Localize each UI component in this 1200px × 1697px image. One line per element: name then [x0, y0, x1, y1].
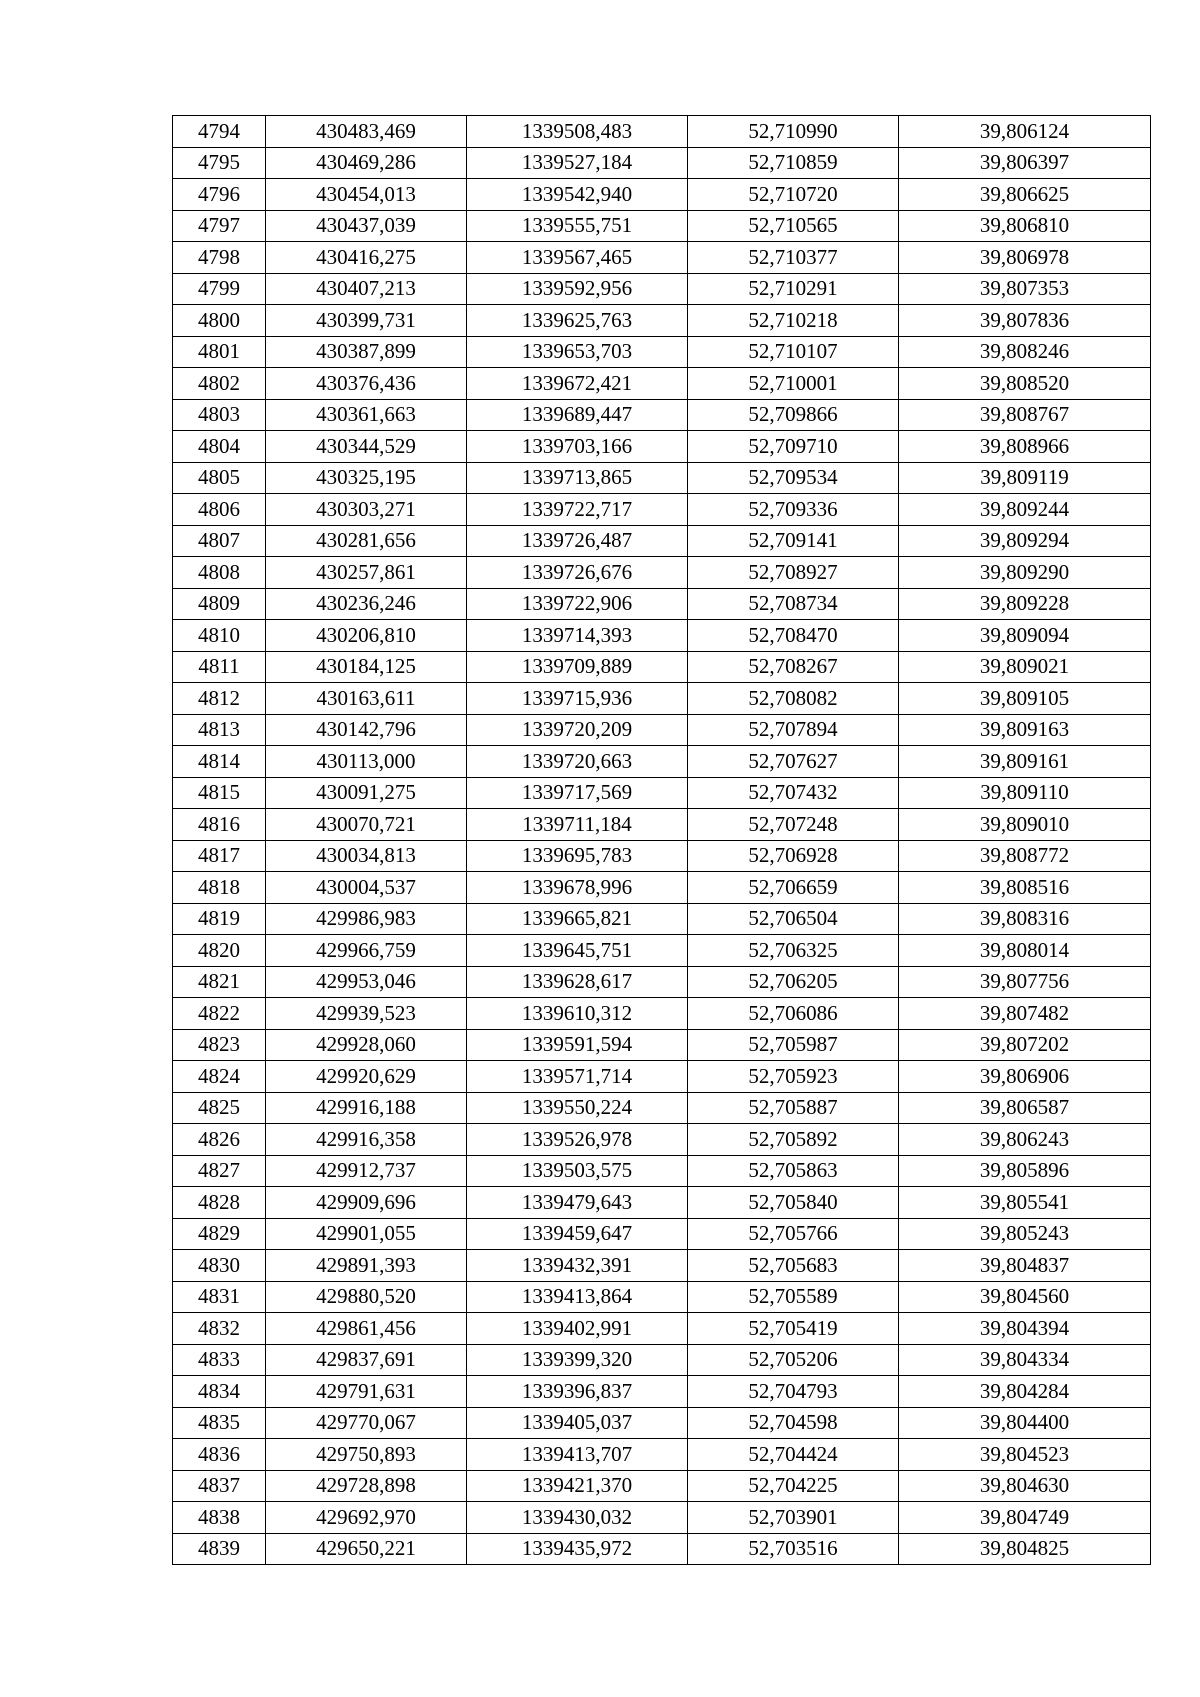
y-coordinate-cell: 1339555,751 — [467, 210, 688, 242]
table-row — [173, 1407, 1151, 1439]
x-coordinate-cell: 430303,271 — [266, 494, 467, 526]
table-row — [173, 525, 1151, 557]
x-coordinate-cell: 430416,275 — [266, 242, 467, 274]
table-row — [173, 1470, 1151, 1502]
table-row — [173, 966, 1151, 998]
longitude-cell: 39,809010 — [899, 809, 1151, 841]
x-coordinate-cell: 429966,759 — [266, 935, 467, 967]
table-row — [173, 840, 1151, 872]
longitude-cell: 39,809094 — [899, 620, 1151, 652]
longitude-cell: 39,805243 — [899, 1218, 1151, 1250]
table-row — [173, 1313, 1151, 1345]
y-coordinate-cell: 1339435,972 — [467, 1533, 688, 1565]
table-row — [173, 1124, 1151, 1156]
point-number-cell: 4808 — [173, 557, 266, 589]
y-coordinate-cell: 1339526,978 — [467, 1124, 688, 1156]
latitude-cell: 52,705887 — [688, 1092, 899, 1124]
point-number-cell: 4814 — [173, 746, 266, 778]
coordinates-table-body — [173, 116, 1151, 1565]
longitude-cell: 39,808966 — [899, 431, 1151, 463]
latitude-cell: 52,710990 — [688, 116, 899, 148]
point-number-cell: 4811 — [173, 651, 266, 683]
table-row — [173, 557, 1151, 589]
longitude-cell: 39,809290 — [899, 557, 1151, 589]
point-number-cell: 4809 — [173, 588, 266, 620]
table-row — [173, 872, 1151, 904]
latitude-cell: 52,706504 — [688, 903, 899, 935]
table-row — [173, 368, 1151, 400]
point-number-cell: 4815 — [173, 777, 266, 809]
table-row — [173, 620, 1151, 652]
point-number-cell: 4830 — [173, 1250, 266, 1282]
x-coordinate-cell: 430483,469 — [266, 116, 467, 148]
x-coordinate-cell: 429891,393 — [266, 1250, 467, 1282]
latitude-cell: 52,705863 — [688, 1155, 899, 1187]
table-row — [173, 651, 1151, 683]
latitude-cell: 52,708927 — [688, 557, 899, 589]
x-coordinate-cell: 429912,737 — [266, 1155, 467, 1187]
longitude-cell: 39,804837 — [899, 1250, 1151, 1282]
latitude-cell: 52,706205 — [688, 966, 899, 998]
longitude-cell: 39,809161 — [899, 746, 1151, 778]
x-coordinate-cell: 430206,810 — [266, 620, 467, 652]
point-number-cell: 4816 — [173, 809, 266, 841]
latitude-cell: 52,710001 — [688, 368, 899, 400]
point-number-cell: 4834 — [173, 1376, 266, 1408]
x-coordinate-cell: 429986,983 — [266, 903, 467, 935]
x-coordinate-cell: 430163,611 — [266, 683, 467, 715]
x-coordinate-cell: 430142,796 — [266, 714, 467, 746]
longitude-cell: 39,804630 — [899, 1470, 1151, 1502]
y-coordinate-cell: 1339689,447 — [467, 399, 688, 431]
coordinates-table — [172, 115, 1151, 1565]
longitude-cell: 39,804394 — [899, 1313, 1151, 1345]
table-row — [173, 431, 1151, 463]
point-number-cell: 4824 — [173, 1061, 266, 1093]
y-coordinate-cell: 1339508,483 — [467, 116, 688, 148]
latitude-cell: 52,709534 — [688, 462, 899, 494]
latitude-cell: 52,706325 — [688, 935, 899, 967]
y-coordinate-cell: 1339625,763 — [467, 305, 688, 337]
point-number-cell: 4837 — [173, 1470, 266, 1502]
x-coordinate-cell: 429928,060 — [266, 1029, 467, 1061]
point-number-cell: 4820 — [173, 935, 266, 967]
y-coordinate-cell: 1339672,421 — [467, 368, 688, 400]
table-row — [173, 462, 1151, 494]
y-coordinate-cell: 1339405,037 — [467, 1407, 688, 1439]
table-row — [173, 588, 1151, 620]
y-coordinate-cell: 1339432,391 — [467, 1250, 688, 1282]
table-row — [173, 147, 1151, 179]
point-number-cell: 4804 — [173, 431, 266, 463]
latitude-cell: 52,707627 — [688, 746, 899, 778]
y-coordinate-cell: 1339714,393 — [467, 620, 688, 652]
longitude-cell: 39,804523 — [899, 1439, 1151, 1471]
x-coordinate-cell: 429837,691 — [266, 1344, 467, 1376]
point-number-cell: 4794 — [173, 116, 266, 148]
longitude-cell: 39,807482 — [899, 998, 1151, 1030]
longitude-cell: 39,807202 — [899, 1029, 1151, 1061]
y-coordinate-cell: 1339665,821 — [467, 903, 688, 935]
point-number-cell: 4796 — [173, 179, 266, 211]
table-row — [173, 399, 1151, 431]
point-number-cell: 4823 — [173, 1029, 266, 1061]
y-coordinate-cell: 1339715,936 — [467, 683, 688, 715]
latitude-cell: 52,710377 — [688, 242, 899, 274]
y-coordinate-cell: 1339421,370 — [467, 1470, 688, 1502]
latitude-cell: 52,705987 — [688, 1029, 899, 1061]
point-number-cell: 4839 — [173, 1533, 266, 1565]
longitude-cell: 39,804560 — [899, 1281, 1151, 1313]
point-number-cell: 4833 — [173, 1344, 266, 1376]
y-coordinate-cell: 1339610,312 — [467, 998, 688, 1030]
point-number-cell: 4801 — [173, 336, 266, 368]
longitude-cell: 39,806243 — [899, 1124, 1151, 1156]
table-row — [173, 746, 1151, 778]
latitude-cell: 52,709336 — [688, 494, 899, 526]
table-row — [173, 1218, 1151, 1250]
y-coordinate-cell: 1339678,996 — [467, 872, 688, 904]
longitude-cell: 39,806625 — [899, 179, 1151, 211]
latitude-cell: 52,709710 — [688, 431, 899, 463]
longitude-cell: 39,809228 — [899, 588, 1151, 620]
x-coordinate-cell: 429939,523 — [266, 998, 467, 1030]
table-row — [173, 683, 1151, 715]
table-row — [173, 336, 1151, 368]
y-coordinate-cell: 1339413,864 — [467, 1281, 688, 1313]
longitude-cell: 39,806124 — [899, 116, 1151, 148]
y-coordinate-cell: 1339571,714 — [467, 1061, 688, 1093]
longitude-cell: 39,809110 — [899, 777, 1151, 809]
longitude-cell: 39,804400 — [899, 1407, 1151, 1439]
point-number-cell: 4829 — [173, 1218, 266, 1250]
table-row — [173, 179, 1151, 211]
y-coordinate-cell: 1339567,465 — [467, 242, 688, 274]
x-coordinate-cell: 429770,067 — [266, 1407, 467, 1439]
table-row — [173, 809, 1151, 841]
latitude-cell: 52,709866 — [688, 399, 899, 431]
latitude-cell: 52,709141 — [688, 525, 899, 557]
x-coordinate-cell: 429920,629 — [266, 1061, 467, 1093]
y-coordinate-cell: 1339503,575 — [467, 1155, 688, 1187]
longitude-cell: 39,809119 — [899, 462, 1151, 494]
point-number-cell: 4799 — [173, 273, 266, 305]
x-coordinate-cell: 429901,055 — [266, 1218, 467, 1250]
y-coordinate-cell: 1339527,184 — [467, 147, 688, 179]
point-number-cell: 4825 — [173, 1092, 266, 1124]
y-coordinate-cell: 1339722,906 — [467, 588, 688, 620]
point-number-cell: 4821 — [173, 966, 266, 998]
longitude-cell: 39,804749 — [899, 1502, 1151, 1534]
table-row — [173, 1092, 1151, 1124]
y-coordinate-cell: 1339726,487 — [467, 525, 688, 557]
point-number-cell: 4817 — [173, 840, 266, 872]
y-coordinate-cell: 1339703,166 — [467, 431, 688, 463]
longitude-cell: 39,807836 — [899, 305, 1151, 337]
latitude-cell: 52,705840 — [688, 1187, 899, 1219]
longitude-cell: 39,808772 — [899, 840, 1151, 872]
latitude-cell: 52,710720 — [688, 179, 899, 211]
longitude-cell: 39,809244 — [899, 494, 1151, 526]
x-coordinate-cell: 430236,246 — [266, 588, 467, 620]
y-coordinate-cell: 1339717,569 — [467, 777, 688, 809]
y-coordinate-cell: 1339402,991 — [467, 1313, 688, 1345]
longitude-cell: 39,808516 — [899, 872, 1151, 904]
latitude-cell: 52,710107 — [688, 336, 899, 368]
y-coordinate-cell: 1339399,320 — [467, 1344, 688, 1376]
table-row — [173, 1061, 1151, 1093]
longitude-cell: 39,809021 — [899, 651, 1151, 683]
x-coordinate-cell: 429880,520 — [266, 1281, 467, 1313]
y-coordinate-cell: 1339413,707 — [467, 1439, 688, 1471]
x-coordinate-cell: 429750,893 — [266, 1439, 467, 1471]
x-coordinate-cell: 429916,188 — [266, 1092, 467, 1124]
point-number-cell: 4822 — [173, 998, 266, 1030]
latitude-cell: 52,708082 — [688, 683, 899, 715]
y-coordinate-cell: 1339726,676 — [467, 557, 688, 589]
longitude-cell: 39,806906 — [899, 1061, 1151, 1093]
y-coordinate-cell: 1339720,209 — [467, 714, 688, 746]
table-row — [173, 1344, 1151, 1376]
point-number-cell: 4826 — [173, 1124, 266, 1156]
table-row — [173, 1376, 1151, 1408]
y-coordinate-cell: 1339709,889 — [467, 651, 688, 683]
table-row — [173, 273, 1151, 305]
longitude-cell: 39,806810 — [899, 210, 1151, 242]
x-coordinate-cell: 429916,358 — [266, 1124, 467, 1156]
y-coordinate-cell: 1339695,783 — [467, 840, 688, 872]
table-row — [173, 305, 1151, 337]
table-row — [173, 1250, 1151, 1282]
x-coordinate-cell: 430004,537 — [266, 872, 467, 904]
table-row — [173, 210, 1151, 242]
point-number-cell: 4832 — [173, 1313, 266, 1345]
point-number-cell: 4827 — [173, 1155, 266, 1187]
x-coordinate-cell: 430407,213 — [266, 273, 467, 305]
point-number-cell: 4803 — [173, 399, 266, 431]
point-number-cell: 4805 — [173, 462, 266, 494]
longitude-cell: 39,807756 — [899, 966, 1151, 998]
point-number-cell: 4797 — [173, 210, 266, 242]
latitude-cell: 52,706928 — [688, 840, 899, 872]
latitude-cell: 52,710218 — [688, 305, 899, 337]
longitude-cell: 39,808767 — [899, 399, 1151, 431]
y-coordinate-cell: 1339396,837 — [467, 1376, 688, 1408]
latitude-cell: 52,705923 — [688, 1061, 899, 1093]
x-coordinate-cell: 429861,456 — [266, 1313, 467, 1345]
point-number-cell: 4831 — [173, 1281, 266, 1313]
longitude-cell: 39,808014 — [899, 935, 1151, 967]
x-coordinate-cell: 430376,436 — [266, 368, 467, 400]
latitude-cell: 52,707248 — [688, 809, 899, 841]
point-number-cell: 4818 — [173, 872, 266, 904]
table-row — [173, 1533, 1151, 1565]
x-coordinate-cell: 430113,000 — [266, 746, 467, 778]
table-row — [173, 1439, 1151, 1471]
y-coordinate-cell: 1339459,647 — [467, 1218, 688, 1250]
latitude-cell: 52,703516 — [688, 1533, 899, 1565]
x-coordinate-cell: 430091,275 — [266, 777, 467, 809]
x-coordinate-cell: 430325,195 — [266, 462, 467, 494]
table-row — [173, 1281, 1151, 1313]
point-number-cell: 4806 — [173, 494, 266, 526]
y-coordinate-cell: 1339628,617 — [467, 966, 688, 998]
point-number-cell: 4795 — [173, 147, 266, 179]
table-row — [173, 494, 1151, 526]
table-row — [173, 1029, 1151, 1061]
point-number-cell: 4813 — [173, 714, 266, 746]
longitude-cell: 39,804284 — [899, 1376, 1151, 1408]
x-coordinate-cell: 430070,721 — [266, 809, 467, 841]
x-coordinate-cell: 430399,731 — [266, 305, 467, 337]
latitude-cell: 52,703901 — [688, 1502, 899, 1534]
x-coordinate-cell: 429650,221 — [266, 1533, 467, 1565]
longitude-cell: 39,808520 — [899, 368, 1151, 400]
x-coordinate-cell: 430437,039 — [266, 210, 467, 242]
latitude-cell: 52,705892 — [688, 1124, 899, 1156]
y-coordinate-cell: 1339722,717 — [467, 494, 688, 526]
latitude-cell: 52,707894 — [688, 714, 899, 746]
latitude-cell: 52,706659 — [688, 872, 899, 904]
latitude-cell: 52,705683 — [688, 1250, 899, 1282]
x-coordinate-cell: 430344,529 — [266, 431, 467, 463]
x-coordinate-cell: 430387,899 — [266, 336, 467, 368]
table-row — [173, 714, 1151, 746]
table-row — [173, 935, 1151, 967]
table-row — [173, 1187, 1151, 1219]
point-number-cell: 4798 — [173, 242, 266, 274]
latitude-cell: 52,710291 — [688, 273, 899, 305]
y-coordinate-cell: 1339479,643 — [467, 1187, 688, 1219]
latitude-cell: 52,705419 — [688, 1313, 899, 1345]
table-row — [173, 1155, 1151, 1187]
y-coordinate-cell: 1339645,751 — [467, 935, 688, 967]
table-row — [173, 1502, 1151, 1534]
y-coordinate-cell: 1339591,594 — [467, 1029, 688, 1061]
longitude-cell: 39,808316 — [899, 903, 1151, 935]
latitude-cell: 52,708470 — [688, 620, 899, 652]
table-row — [173, 903, 1151, 935]
point-number-cell: 4802 — [173, 368, 266, 400]
longitude-cell: 39,809105 — [899, 683, 1151, 715]
point-number-cell: 4828 — [173, 1187, 266, 1219]
longitude-cell: 39,804825 — [899, 1533, 1151, 1565]
y-coordinate-cell: 1339713,865 — [467, 462, 688, 494]
table-row — [173, 777, 1151, 809]
longitude-cell: 39,804334 — [899, 1344, 1151, 1376]
x-coordinate-cell: 429953,046 — [266, 966, 467, 998]
x-coordinate-cell: 429728,898 — [266, 1470, 467, 1502]
x-coordinate-cell: 429909,696 — [266, 1187, 467, 1219]
x-coordinate-cell: 430281,656 — [266, 525, 467, 557]
longitude-cell: 39,805896 — [899, 1155, 1151, 1187]
latitude-cell: 52,704793 — [688, 1376, 899, 1408]
x-coordinate-cell: 430469,286 — [266, 147, 467, 179]
x-coordinate-cell: 430454,013 — [266, 179, 467, 211]
latitude-cell: 52,705766 — [688, 1218, 899, 1250]
latitude-cell: 52,710565 — [688, 210, 899, 242]
latitude-cell: 52,704598 — [688, 1407, 899, 1439]
point-number-cell: 4812 — [173, 683, 266, 715]
latitude-cell: 52,704424 — [688, 1439, 899, 1471]
latitude-cell: 52,705206 — [688, 1344, 899, 1376]
table-row — [173, 242, 1151, 274]
point-number-cell: 4800 — [173, 305, 266, 337]
y-coordinate-cell: 1339711,184 — [467, 809, 688, 841]
longitude-cell: 39,805541 — [899, 1187, 1151, 1219]
longitude-cell: 39,808246 — [899, 336, 1151, 368]
point-number-cell: 4819 — [173, 903, 266, 935]
longitude-cell: 39,809163 — [899, 714, 1151, 746]
point-number-cell: 4836 — [173, 1439, 266, 1471]
point-number-cell: 4807 — [173, 525, 266, 557]
y-coordinate-cell: 1339720,663 — [467, 746, 688, 778]
latitude-cell: 52,704225 — [688, 1470, 899, 1502]
x-coordinate-cell: 430034,813 — [266, 840, 467, 872]
point-number-cell: 4810 — [173, 620, 266, 652]
point-number-cell: 4838 — [173, 1502, 266, 1534]
latitude-cell: 52,707432 — [688, 777, 899, 809]
longitude-cell: 39,807353 — [899, 273, 1151, 305]
y-coordinate-cell: 1339542,940 — [467, 179, 688, 211]
longitude-cell: 39,809294 — [899, 525, 1151, 557]
longitude-cell: 39,806587 — [899, 1092, 1151, 1124]
latitude-cell: 52,706086 — [688, 998, 899, 1030]
latitude-cell: 52,708734 — [688, 588, 899, 620]
latitude-cell: 52,708267 — [688, 651, 899, 683]
y-coordinate-cell: 1339653,703 — [467, 336, 688, 368]
x-coordinate-cell: 430184,125 — [266, 651, 467, 683]
table-row — [173, 116, 1151, 148]
table-row — [173, 998, 1151, 1030]
longitude-cell: 39,806397 — [899, 147, 1151, 179]
y-coordinate-cell: 1339430,032 — [467, 1502, 688, 1534]
x-coordinate-cell: 429791,631 — [266, 1376, 467, 1408]
latitude-cell: 52,705589 — [688, 1281, 899, 1313]
y-coordinate-cell: 1339550,224 — [467, 1092, 688, 1124]
y-coordinate-cell: 1339592,956 — [467, 273, 688, 305]
x-coordinate-cell: 430361,663 — [266, 399, 467, 431]
longitude-cell: 39,806978 — [899, 242, 1151, 274]
latitude-cell: 52,710859 — [688, 147, 899, 179]
x-coordinate-cell: 429692,970 — [266, 1502, 467, 1534]
point-number-cell: 4835 — [173, 1407, 266, 1439]
x-coordinate-cell: 430257,861 — [266, 557, 467, 589]
